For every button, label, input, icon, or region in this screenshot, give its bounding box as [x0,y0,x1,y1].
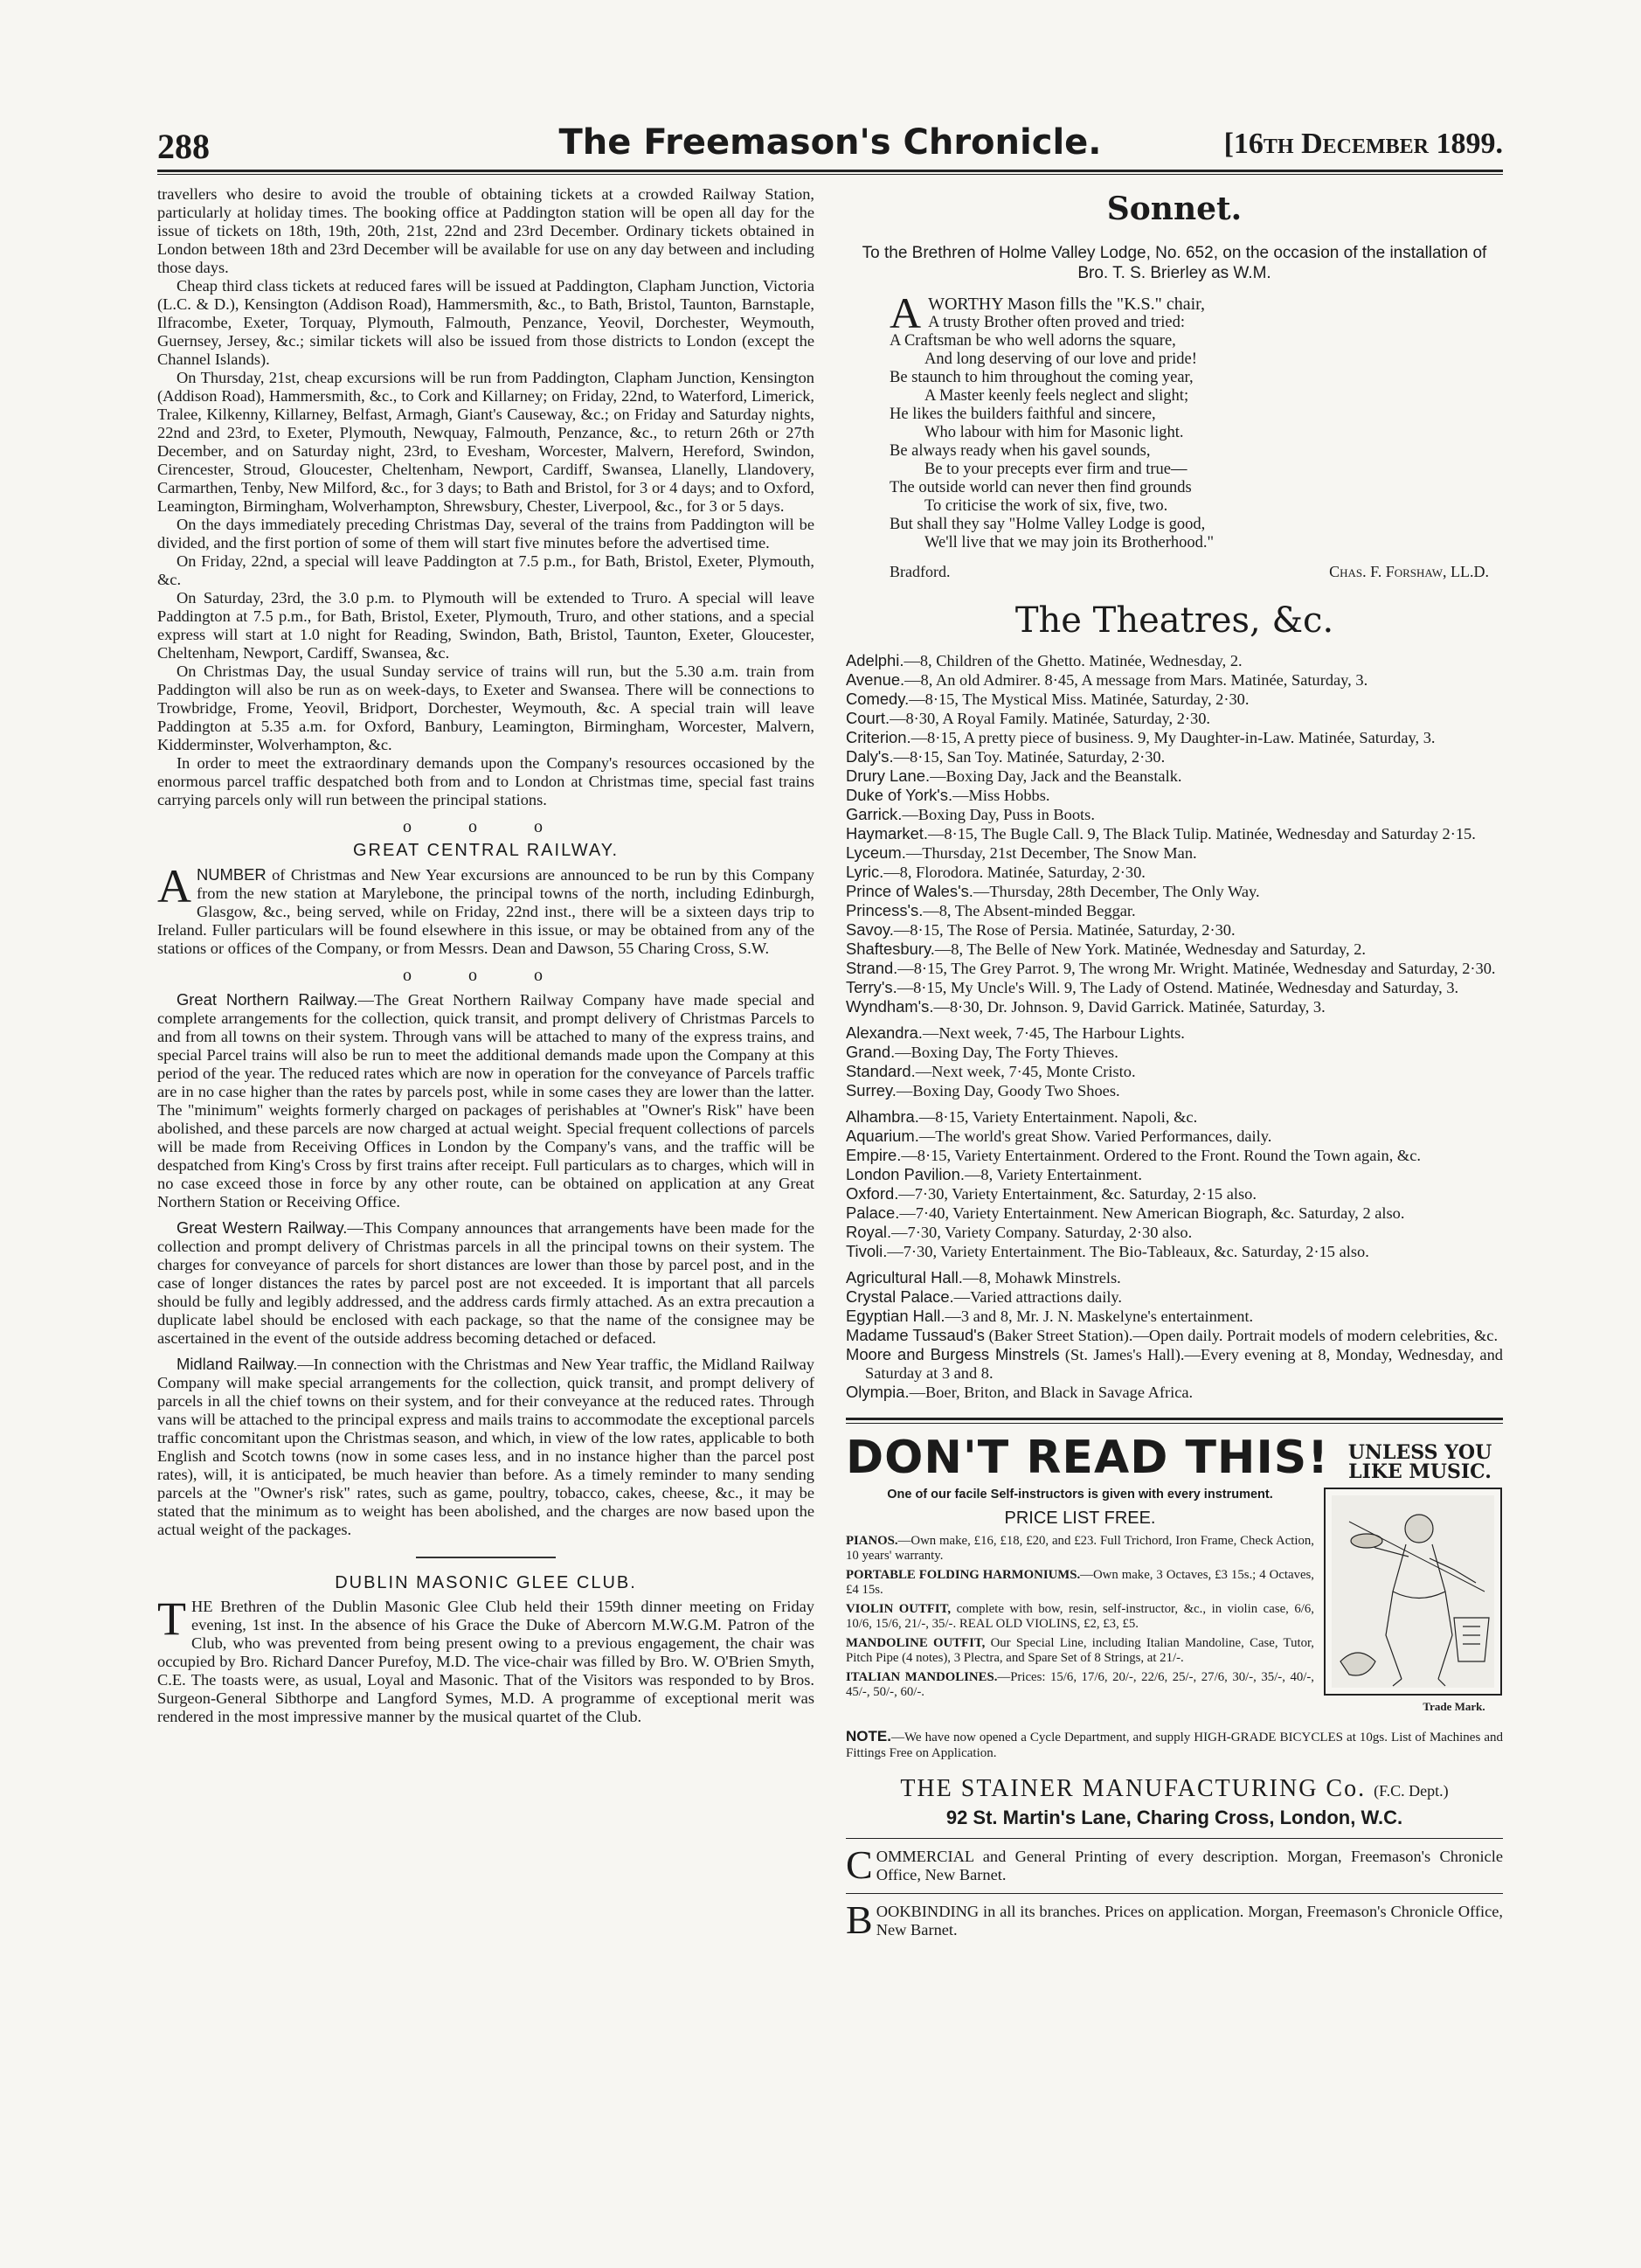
theatre-venue: Princess's. [846,901,924,919]
poem-place: Bradford. [890,563,951,580]
theatre-details: —8, An old Admirer. 8·45, A message from Mars. Matinée, Saturday, 3. [904,671,1368,689]
theatre-entry [846,805,1503,824]
ad-item-name: PIANOS. [846,1534,898,1548]
ad-note-text: —We have now opened a Cycle Department, and supply HIGH-GRADE BICYCLES at 10gs. List of Machines and Fittings Free on Application. [846,1730,1503,1760]
theatre-details: —8·15, A pretty piece of business. 9, My Daughter-in-Law. Matinée, Saturday, 3. [911,729,1436,746]
poem-dropcap: A [890,288,922,337]
theatre-venue: Agricultural Hall. [846,1268,963,1287]
gwr2-lead: Great Western Railway. [177,1218,348,1237]
ad-body [846,1487,1503,1720]
theatre-entry [846,728,1503,747]
theatre-details: (Baker Street Station).—Open daily. Portrait models of modern celebrities, &c. [984,1327,1499,1344]
dublin-title: DUBLIN MASONIC GLEE CLUB. [335,1573,637,1592]
theatre-venue: Haymarket. [846,824,929,843]
ad-note [846,1729,1503,1761]
short-rule [416,1557,556,1558]
violinist-illustration [1323,1487,1503,1720]
ad-item-text: complete with bow, resin, self-instructor, &c., in violin case, 6/6, 10/6, 15/6, 21/-, 35/-. REAL OLD VIOLINS, £2, £3, £5. [846,1602,1314,1631]
ad-note-label: NOTE. [846,1728,891,1744]
page-header [157,121,1503,170]
theatre-entry [846,901,1503,920]
theatre-venue: Drury Lane. [846,766,931,785]
theatre-details: (St. James's Hall).—Every evening at 8, Monday, Wednesday, and Saturday at 3 and 8. [865,1346,1503,1382]
ad-headline-small: UNLESS YOU LIKE MUSIC. [1347,1441,1492,1483]
poem-line: We'll live that we may join its Brotherhood." [924,534,1215,551]
poem-line: Be staunch to him throughout the coming year, [890,369,1194,386]
poem-line: The outside world can never then find grounds [890,479,1192,496]
theatre-details: —7·30, Variety Entertainment, &c. Saturday, 2·15 also. [898,1185,1257,1203]
sonnet-dedication: To the Brethren of Holme Valley Lodge, No. 652, on the occasion of the installation of Bro. T. S. Brierley as W.M. [862,244,1487,282]
theatre-venue: Royal. [846,1223,892,1241]
commercial-dropcap: C [846,1842,873,1887]
theatre-entry [846,1326,1503,1345]
bookbinding-text: OOKBINDING in all its branches. Prices on application. Morgan, Freemason's Chronicle Office, New Barnet. [876,1903,1503,1939]
theatre-entry [846,1268,1503,1287]
theatre-entry [846,824,1503,843]
theatre-entry [846,766,1503,786]
theatre-details: —8, The Belle of New York. Matinée, Wednesday and Saturday, 2. [934,940,1366,958]
theatre-entry [846,786,1503,805]
theatre-details: —Next week, 7·45, Monte Cristo. [915,1063,1136,1080]
theatre-venue: Palace. [846,1203,900,1222]
theatre-details: —8, Mohawk Minstrels. [962,1269,1121,1287]
theatre-details: —8·15, The Grey Parrot. 9, The wrong Mr. Wright. Matinée, Wednesday and Saturday, 2·30. [897,960,1496,977]
ad-item-text: —Prices: 15/6, 17/6, 20/-, 22/6, 25/-, 27/6, 30/-, 35/-, 40/-, 45/-, 50/-, 60/-. [846,1670,1315,1699]
theatre-entry [846,1203,1503,1223]
theatre-venue: Grand. [846,1043,896,1061]
theatre-details: —7·40, Variety Entertainment. New American Biograph, &c. Saturday, 2 also. [899,1204,1405,1222]
midland-text: —In connection with the Christmas and New Year traffic, the Midland Railway Company will make special arrangements for the collection, quick transit, and prompt delivery of parcels in all the chief towns on their system, and for their conveyance at the reduced rates. Through vans will be attached to the principal express and mails trains to accommodate the exceptional parcels traffic concomitant upon the Christmas season, and which, in view of the low rates, applicable to both English and Scotch towns (now in some cases less, and in no instance higher than the parcel post rates), will, it is anticipated, be much heavier than before. As a timely reminder to many sending parcels at the "Owner's risk" rates, such as game, poultry, tobacco, cakes, cheese, &c., it may be stated that the minimum as to weight has been abolished, and the charges are now based upon the actual weight of the packages. [157,1356,814,1538]
theatre-venue: Crystal Palace. [846,1287,954,1306]
gwr-paragraph: Cheap third class tickets at reduced fares will be issued at Paddington, Clapham Junction, Victoria (L.C. & D.), Kensington (Addison Road), Hammersmith, &c., to Bath, Bristol, Taunton, Barnstaple, Ilfracombe, Exeter, Torquay, Plymouth, Falmouth, Penzance, Yeovil, Dorchester, Weymouth, Guernsey, Jersey, &c.; similar tickets will also be issued from those districts to London (except the Channel Islands). [157,277,814,368]
theatre-venue: Prince of Wales's. [846,882,973,900]
theatre-venue: London Pavilion. [846,1165,965,1183]
gwr-parcels-article [157,1218,814,1348]
theatre-entry [846,882,1503,901]
gnr-lead: Great Northern Railway. [177,990,358,1009]
gwr-article [157,185,814,809]
theatre-entry [846,1307,1503,1326]
poem-line: To criticise the work of six, five, two. [924,497,1168,515]
sonnet-title: Sonnet. [1106,191,1243,227]
theatre-details: —7·30, Variety Entertainment. The Bio-Tableaux, &c. Saturday, 2·15 also. [887,1243,1369,1260]
theatre-details: —Boer, Briton, and Black in Savage Africa. [909,1384,1194,1401]
gnr-article [157,990,814,1211]
theatre-venue: Avenue. [846,670,905,689]
ad-price-item [846,1602,1314,1632]
theatre-venue: Garrick. [846,805,903,823]
masthead: The Freemason's Chronicle. [558,122,1102,163]
ad-company-dept: (F.C. Dept.) [1374,1782,1449,1800]
poem-signature [890,563,1489,581]
ad-price-item [846,1534,1314,1564]
ad-price-item [846,1568,1314,1598]
theatre-details: —8·15, The Mystical Miss. Matinée, Saturday, 2·30. [909,690,1250,708]
bookbinding-dropcap: B [846,1897,873,1942]
gwr-paragraph: In order to meet the extraordinary demands upon the Company's resources occasioned by the enormous parcel traffic despatched both from and to London at Christmas time, special fast trains carrying parcels only will run between the principal stations. [157,754,814,808]
theatre-details: —8·30, Dr. Johnson. 9, David Garrick. Matinée, Saturday, 3. [933,998,1326,1016]
theatre-details: —Thursday, 21st December, The Snow Man. [905,844,1197,862]
theatres-list-suburban [846,1023,1503,1107]
theatre-details: —8·15, Variety Entertainment. Ordered to the Front. Round the Town again, &c. [901,1147,1421,1164]
theatre-details: —Boxing Day, Jack and the Beanstalk. [930,767,1182,785]
ad-items [846,1534,1314,1700]
ad-headline: DON'T READ THIS! [846,1432,1329,1484]
ad-text [846,1487,1314,1720]
ad-company [846,1775,1503,1803]
left-column [157,185,814,1726]
theatre-venue: Aquarium. [846,1127,919,1145]
section-divider: o o o [403,817,569,836]
ad-address: 92 St. Martin's Lane, Charing Cross, London, W.C. [945,1807,1403,1828]
gwr-paragraph: On Thursday, 21st, cheap excursions will be run from Paddington, Clapham Junction, Kensington (Addison Road), Hammersmith, &c., to Cork and Killarney; on Friday, 22nd, to Waterford, Limerick, Tralee, Kilkenny, Killarney, Belfast, Armagh, Giant's Causeway, &c.; on Friday and Saturday nights, 22nd and 23rd, to Exeter, Plymouth, Newquay, Falmouth, Penzance, &c., to return 26th or 27th December, and on Saturday night, 23rd, to Evesham, Worcester, Malvern, Hereford, Swindon, Cirencester, Stroud, Gloucester, Cheltenham, Newport, Cardiff, Swansea, Llanelly, Llandovery, Carmarthen, Tenby, New Milford, &c., for 3 days; to Bath and Bristol, for 3 or 4 days; and to Oxford, Leamington, Birmingham, Wolverhampton, Shrewsbury, Chester, Liverpool, &c., for 3 or 5 days. [157,369,814,515]
theatre-entry [846,709,1503,728]
theatre-details: —8·15, Variety Entertainment. Napoli, &c. [918,1108,1198,1126]
music-advertisement [846,1434,1503,1829]
theatre-details: —8·30, A Royal Family. Matinée, Saturday, 2·30. [890,710,1211,727]
gwr-paragraph: travellers who desire to avoid the trouble of obtaining tickets at a crowded Railway Station, particularly at holiday times. The booking office at Paddington station will be open all day for the issue of tickets on 18th, 19th, 20th, 21st, 22nd and 23rd December. Ordinary tickets obtained in London between 18th and 23rd December will be available for use on any day between and including those days. [157,185,814,276]
theatre-entry [846,1184,1503,1203]
theatre-details: —8, Children of the Ghetto. Matinée, Wednesday, 2. [904,652,1243,669]
theatre-entry [846,920,1503,940]
ad-rule [846,1418,1503,1420]
gcr-text: of Christmas and New Year excursions are announced to be run by this Company from the new station at Marylebone, the principal towns of the north, including Edinburgh, Glasgow, &c., being served, while on Friday, 22nd inst., there will be a sixteen days trip to Ireland. Fuller particulars will be found elsewhere in this issue, or may be obtained from any of the stations or offices of the Company, or from Messrs. Dean and Dawson, 55 Charing Cross, S.W. [157,866,815,957]
gnr-text: —The Great Northern Railway Company have made special and complete arrangements for the collection, quick transit, and prompt delivery of Christmas Parcels to and from all towns on their system. Through vans will be attached to many of the express trains, and special Parcel trains will also be run to meet the additional demands made upon the Company at this period of the year. The reduced rates which are now in operation for the conveyance of Parcels traffic are in no case higher than the rates by parcels post, while in some cases they are lower than the latter. The "minimum" weights formerly charged on packages of perishables at "Owner's Risk" have been abolished, and these parcels are now charged at actual weight. Special frequent collections of parcels will be made from Receiving Offices in London by the Company's vans, and the traffic will be despatched from King's Cross by first trains after receipt. Full particulars as to charges, which will in no case exceed those in force by any other route, can be obtained on application at any Great Northern Station or Receiving Office. [157,991,814,1210]
theatre-entry [846,1165,1503,1184]
theatre-venue: Court. [846,709,890,727]
theatres-list-exhibitions [846,1268,1503,1402]
theatre-details: —Varied attractions daily. [953,1288,1123,1306]
midland-lead: Midland Railway. [177,1355,298,1373]
theatre-entry [846,940,1503,959]
theatre-entry [846,670,1503,690]
poem-line: A Craftsman be who well adorns the square, [890,332,1176,350]
trade-mark-label: Trade Mark. [1423,1700,1485,1713]
poem-line: And long deserving of our love and pride! [924,350,1197,368]
ad-item-name: ITALIAN MANDOLINES. [846,1670,998,1684]
bookbinding-ad [846,1897,1503,1942]
poem-line: But shall they say "Holme Valley Lodge is good, [890,516,1206,533]
theatre-entry [846,997,1503,1016]
ad-price-item [846,1670,1314,1700]
ad-item-text: —Own make, £16, £18, £20, and £23. Full Trichord, Iron Frame, Check Action, 10 years' warranty. [846,1534,1314,1563]
gwr-paragraph: On Friday, 22nd, a special will leave Paddington at 7.5 p.m., for Bath, Bristol, Exeter, Plymouth, &c. [157,552,814,588]
theatre-details: —The world's great Show. Varied Performances, daily. [918,1127,1272,1145]
theatre-venue: Oxford. [846,1184,899,1203]
theatres-title: The Theatres, &c. [1014,600,1334,641]
theatre-entry [846,1023,1503,1043]
poem-line: A Master keenly feels neglect and slight; [924,387,1189,405]
theatre-entry [846,1383,1503,1402]
theatre-details: —7·30, Variety Company. Saturday, 2·30 also. [891,1224,1193,1241]
theatre-entry [846,1081,1503,1100]
theatre-details: —8·15, My Uncle's Will. 9, The Lady of Ostend. Matinée, Wednesday and Saturday, 3. [897,979,1459,996]
poem-author: Chas. F. Forshaw, LL.D. [1329,563,1489,580]
header-rule-thin [157,174,1503,175]
theatre-details: —Miss Hobbs. [952,787,1050,804]
theatre-venue: Lyceum. [846,843,906,862]
theatres-list-music-halls [846,1107,1503,1268]
sonnet-poem [890,288,1503,552]
theatre-details: —Boxing Day, Puss in Boots. [902,806,1095,823]
ad-item-text: Our Special Line, including Italian Mandoline, Case, Tutor, Pitch Pipe (4 notes), 3 Plectra, and Spare Set of 8 Strings, at 21/-. [846,1636,1315,1665]
theatre-details: —8, The Absent-minded Beggar. [923,902,1136,919]
dublin-article [157,1592,814,1726]
theatre-entry [846,1043,1503,1062]
gcr-dropcap: A [157,860,191,912]
theatre-details: —Next week, 7·45, The Harbour Lights. [922,1024,1185,1042]
theatre-venue: Standard. [846,1062,916,1080]
theatre-entry [846,747,1503,766]
theatre-venue: Comedy. [846,690,910,708]
poem-line: Who labour with him for Masonic light. [924,424,1184,441]
theatre-venue: Surrey. [846,1081,897,1099]
theatre-venue: Alexandra. [846,1023,923,1042]
dublin-text: HE Brethren of the Dublin Masonic Glee Club held their 159th dinner meeting on Friday evening, 1st inst. In the absence of his Grace the Duke of Abercorn M.W.G.M. Patron of the Club, who was prevented from being present owing to a previous engagement, the chair was occupied by Bro. Richard Dancer Purefoy, M.D. The vice-chair was filled by Bro. W. O'Brien Smyth, C.E. The toasts were, as usual, Loyal and Masonic. That of the Visitors was responded to by Bros. Surgeon-General Sibthorpe and Langford Symes, M.D. A programme of exceptional merit was rendered in the most impressive manner by the musical quartet of the Club. [157,1598,814,1725]
theatre-details: —Boxing Day, Goody Two Shoes. [896,1082,1120,1099]
theatre-entry [846,1127,1503,1146]
theatre-entry [846,651,1503,670]
theatre-venue: Strand. [846,959,898,977]
theatre-venue: Shaftesbury. [846,940,935,958]
theatre-details: —Thursday, 28th December, The Only Way. [973,883,1260,900]
theatre-venue: Alhambra. [846,1107,919,1126]
theatre-venue: Wyndham's. [846,997,934,1016]
gwr-paragraph: On the days immediately preceding Christmas Day, several of the trains from Paddington will be divided, and the first portion of some of them will start five minutes before the advertised time. [157,516,814,551]
theatre-entry [846,1345,1503,1383]
theatre-details: —8·15, San Toy. Matinée, Saturday, 2·30. [893,748,1166,766]
ad-separator [846,1838,1503,1839]
poem-line: Be always ready when his gavel sounds, [890,442,1151,460]
poem-line: A trusty Brother often proved and tried: [928,314,1185,331]
theatre-venue: Egyptian Hall. [846,1307,945,1325]
theatre-details: —8, Florodora. Matinée, Saturday, 2·30. [883,864,1146,881]
ad-item-name: VIOLIN OUTFIT, [846,1602,952,1616]
ad-price-list: PRICE LIST FREE. [1004,1509,1156,1528]
ad-item-name: MANDOLINE OUTFIT, [846,1636,986,1650]
gcr-article [157,860,815,958]
gcr-title: GREAT CENTRAL RAILWAY. [352,841,620,860]
ad-headline-row [846,1432,1503,1484]
theatre-details: —8·15, The Rose of Persia. Matinée, Saturday, 2·30. [893,921,1236,939]
theatre-entry [846,1062,1503,1081]
theatre-venue: Moore and Burgess Minstrels [846,1345,1060,1363]
theatre-venue: Duke of York's. [846,786,953,804]
poem-line: Be to your precepts ever firm and true— [924,461,1187,478]
ad-rule-thin [846,1423,1503,1424]
theatre-venue: Olympia. [846,1383,910,1401]
violinist-engraving [1323,1487,1503,1716]
gcr-lead: NUMBER [197,865,267,884]
ad-item-name: PORTABLE FOLDING HARMONIUMS. [846,1568,1081,1582]
theatre-entry [846,1107,1503,1127]
ad-item-text: —Own make, 3 Octaves, £3 15s.; 4 Octaves, £4 15s. [846,1568,1314,1597]
ad-intro: One of our facile Self-instructors is given with every instrument. [887,1488,1273,1502]
section-divider-2: o o o [403,966,569,985]
ad-separator-2 [846,1893,1503,1894]
theatre-entry [846,1287,1503,1307]
header-rule [157,170,1503,172]
theatre-venue: Adelphi. [846,651,904,669]
theatre-venue: Daly's. [846,747,894,766]
ad-price-item [846,1636,1314,1666]
theatre-entry [846,690,1503,709]
theatre-entry [846,1146,1503,1165]
commercial-text: OMMERCIAL and General Printing of every description. Morgan, Freemason's Chronicle Office, New Barnet. [876,1848,1503,1883]
gwr2-text: —This Company announces that arrangements have been made for the collection and prompt delivery of Christmas parcels in all the principal towns on their system. The charges for conveyance of parcels for short distances are lower than those by parcel post, and in the case of longer distances the rates by parcel post are not exceeded. It is important that all parcels should be fully and legibly addressed, and the address cards firmly attached. As an extra precaution a duplicate label should be enclosed with each package, so that the name of the consignee may be ascertained in the event of the outside address becoming detached or defaced. [157,1219,815,1347]
poem-line: WORTHY Mason fills the "K.S." chair, [928,295,1205,314]
theatre-entry [846,843,1503,863]
theatre-entry [846,1223,1503,1242]
theatre-details: —Boxing Day, The Forty Thieves. [895,1044,1118,1061]
theatre-venue: Terry's. [846,978,897,996]
theatre-entry [846,1242,1503,1261]
theatre-details: —3 and 8, Mr. J. N. Maskelyne's entertainment. [945,1307,1254,1325]
theatre-entry [846,863,1503,882]
right-column [846,185,1503,1942]
theatre-venue: Empire. [846,1146,902,1164]
gwr-paragraph: On Christmas Day, the usual Sunday service of trains will run, but the 5.30 a.m. train from Paddington will also be run as on week-days, to Exeter and Swansea. There will be connections to Trowbridge, Frome, Yeovil, Bridport, Dorchester, Weymouth, &c. A special train will leave Paddington at 5.35 a.m. for Oxford, Banbury, Leamington, Birmingham, Worcester, Malvern, Kidderminster, Wolverhampton, &c. [157,662,814,753]
theatres-list-west-end [846,651,1503,1023]
ad-company-name: THE STAINER MANUFACTURING Co. [900,1775,1367,1802]
theatre-venue: Criterion. [846,728,911,746]
poem-line: He likes the builders faithful and sincere, [890,406,1156,423]
theatre-entry [846,959,1503,978]
commercial-printing-ad [846,1842,1503,1887]
theatre-venue: Tivoli. [846,1242,888,1260]
theatre-venue: Madame Tussaud's [846,1326,985,1344]
gwr-paragraph: On Saturday, 23rd, the 3.0 p.m. to Plymouth will be extended to Truro. A special will leave Paddington at 7.5 p.m., for Bath, Bristol, Exeter, Plymouth, Truro, and other stations, and a special express will start at 1.0 night for Reading, Swindon, Bath, Bristol, Taunton, Exeter, Gloucester, Cheltenham, Newport, Cardiff, Swansea, &c. [157,589,814,662]
midland-article [157,1355,814,1539]
theatre-venue: Savoy. [846,920,894,939]
theatre-entry [846,978,1503,997]
theatre-details: —8·15, The Bugle Call. 9, The Black Tulip. Matinée, Wednesday and Saturday 2·15. [928,825,1476,843]
issue-date: [16th December 1899. [1223,128,1503,160]
page-number: 288 [157,127,210,166]
theatre-details: —8, Variety Entertainment. [965,1166,1142,1183]
theatre-venue: Lyric. [846,863,884,881]
dublin-dropcap: T [157,1592,186,1645]
